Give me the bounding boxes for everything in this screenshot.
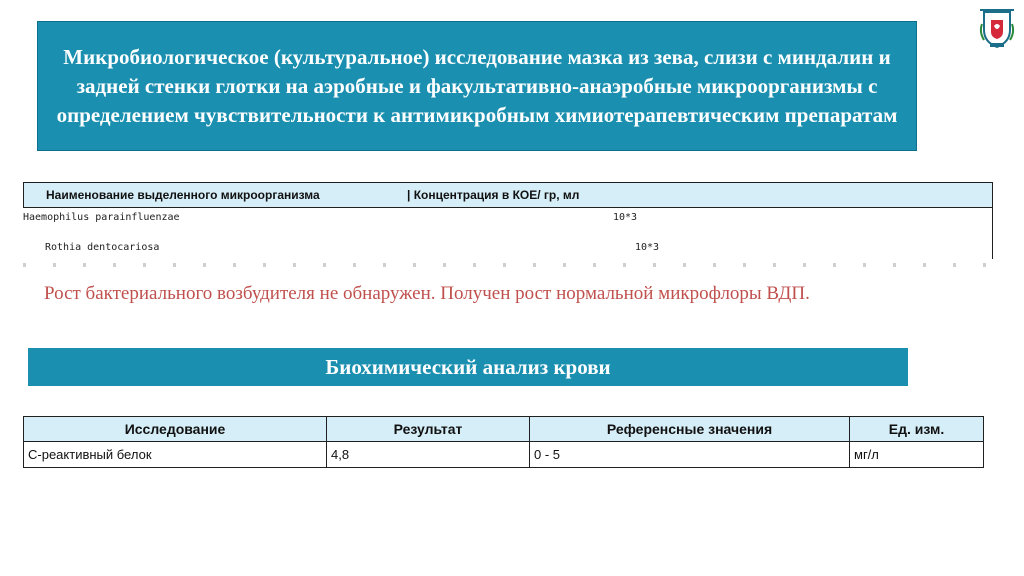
microbiology-results-table <box>23 182 993 259</box>
organism-concentration: 10*3 <box>613 212 638 223</box>
column-header-test: Исследование <box>24 417 327 442</box>
test-name-cell: С-реактивный белок <box>24 442 327 468</box>
units-cell: мг/л <box>850 442 984 468</box>
biochemistry-section-title: Биохимический анализ крови <box>325 354 611 379</box>
organism-name: Haemophilus parainfluenzae <box>23 212 180 223</box>
column-header-concentration: | Концентрация в КОЕ/ гр, мл <box>407 188 580 202</box>
microbiology-table-body <box>23 208 993 259</box>
result-value-cell: 4,8 <box>327 442 530 468</box>
biochemistry-section-banner <box>28 348 908 386</box>
column-header-units: Ед. изм. <box>850 417 984 442</box>
biochemistry-results-table <box>23 416 984 468</box>
organism-concentration: 10*3 <box>635 242 660 253</box>
study-title: Микробиологическое (культуральное) исследование мазка из зева, слизи с миндалин и задней стенки глотки на аэробные и факультативно-анаэробные микроорганизмы с определением чувствительности к антимикробным химиотерапевтическим препаратам <box>56 44 898 127</box>
table-row <box>24 442 984 468</box>
column-header-organism: Наименование выделенного микроорганизма <box>46 188 320 202</box>
growth-result-note: Рост бактериального возбудителя не обнаружен. Получен рост нормальной микрофлоры ВДП. <box>44 283 810 304</box>
table-header-row <box>24 417 984 442</box>
column-header-result: Результат <box>327 417 530 442</box>
organism-name: Rothia dentocariosa <box>45 242 160 253</box>
cropped-text-edge <box>23 263 993 267</box>
university-crest-logo-icon <box>978 6 1016 50</box>
microbiology-table-header <box>23 182 993 208</box>
reference-range-cell: 0 - 5 <box>530 442 850 468</box>
column-header-reference: Референсные значения <box>530 417 850 442</box>
study-title-banner <box>37 21 917 151</box>
